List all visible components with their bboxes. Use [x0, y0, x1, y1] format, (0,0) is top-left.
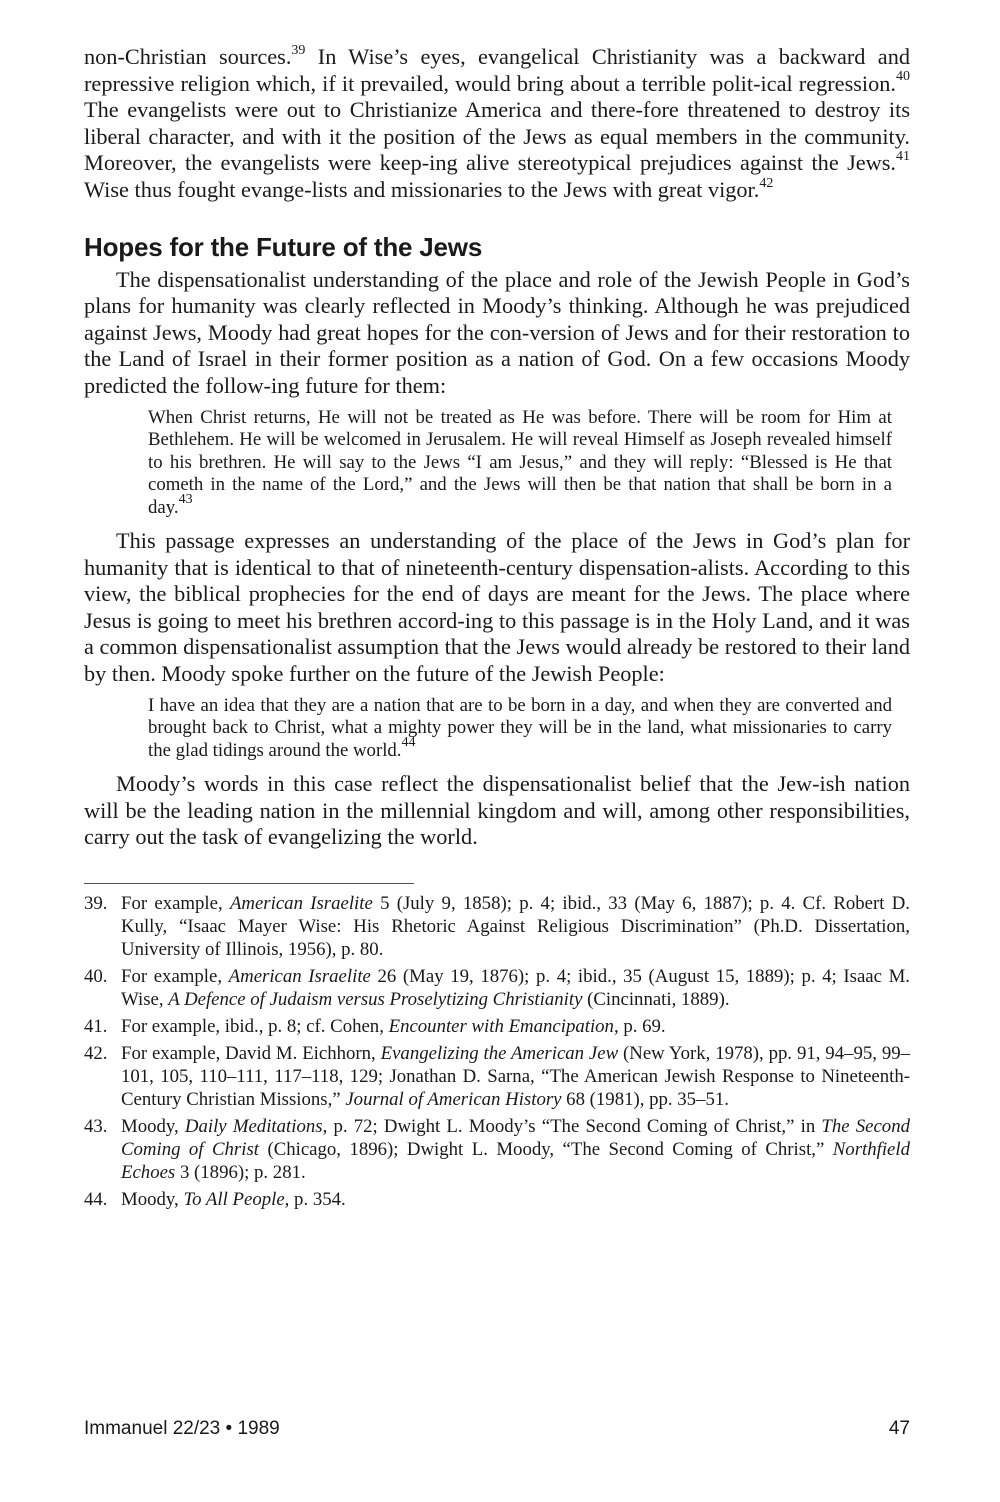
footnote-item	[84, 1115, 910, 1184]
footnote-ref-43[interactable]: 43	[178, 492, 193, 508]
page-number: 47	[888, 1418, 910, 1439]
footnote-number: 44.	[84, 1188, 108, 1210]
citation-title: The Second Coming of Christ	[121, 1115, 910, 1160]
citation-title: Journal of American History	[345, 1088, 562, 1110]
footnote-text: For example, David M. Eichhorn, Evangelizing the American Jew (New York, 1978), pp. 91, 94–95, 99–101, 105, 110–111, 117–118, 129; Jonathan D. Sarna, “The American Jewish Response to Nineteenth-Century Christian Missions,” Journal of American History 68 (1981), pp. 35–51.	[121, 1042, 910, 1110]
body-paragraph-3: This passage expresses an understanding of the place of the Jews in God’s plan for humanity that is identical to that of nineteenth-century dispensation-alists. According to this view, the biblical prophecies for the end of days are meant for the Jews. The place where Jesus is going to meet his brethren accord-ing to this passage is in the Holy Land, and it was a common dispensationalist assumption that the Jews would already be restored to their land by then. Moody spoke further on the future of the Jewish People:	[84, 528, 910, 686]
body-paragraph-4: Moody’s words in this case reflect the dispensationalist belief that the Jew-ish nation will be the leading nation in the millennial kingdom and will, among other responsibilities, carry out the task of evangelizing the world.	[84, 771, 910, 850]
document-page	[84, 44, 910, 1215]
footnote-ref-41[interactable]: 41	[896, 148, 910, 164]
citation-title: American Israelite	[228, 965, 371, 987]
footnote-number: 40.	[84, 965, 108, 987]
body-paragraph-2: The dispensationalist understanding of the place and role of the Jewish People in God’s plans for humanity was clearly reflected in Moody’s thinking. Although he was prejudiced against Jews, Moody had great hopes for the con-version of Jews and for their restoration to the Land of Israel in their former position as a nation of God. On a few occasions Moody predicted the follow-ing future for them:	[84, 266, 910, 398]
footnote-item	[84, 1188, 910, 1211]
citation-title: Daily Meditations	[184, 1115, 323, 1137]
footnote-number: 42.	[84, 1042, 108, 1064]
footnote-item	[84, 965, 910, 1011]
footnote-text: For example, American Israelite 26 (May 19, 1876); p. 4; ibid., 35 (August 15, 1889); p. 4; Isaac M. Wise, A Defence of Judaism versus Proselytizing Christianity (Cincinnati, 1889).	[121, 965, 910, 1010]
footnote-item	[84, 1042, 910, 1111]
citation-title: To All People	[183, 1188, 285, 1210]
footnote-item	[84, 892, 910, 961]
footnote-ref-44[interactable]: 44	[401, 735, 416, 751]
footnote-number: 39.	[84, 892, 108, 914]
footnote-item	[84, 1015, 910, 1038]
body-paragraph-1: non-Christian sources.$^{39}$ In Wise’s eyes, evangelical Christianity was a backward and repressive religion which, if it prevailed, would bring about a terrible polit-ical regression.$^{40}$ The evangelists were out to Christianize America and there-fore threatened to destroy its liberal character, and with it the position of the Jews as equal members in the community. Moreover, the evangelists were keep-ing alive stereotypical prejudices against the Jews.$^{41}$ Wise thus fought evange-lists and missionaries to the Jews with great vigor.$^{42}$	[84, 42, 910, 202]
block-quote-2: I have an idea that they are a nation that are to be born in a day, and when they are converted and brought back to Christ, what a mighty power they will be in the land, what missionaries to carry the glad tidings around the world.$^{44}$	[148, 694, 892, 761]
journal-citation: Immanuel 22/23 • 1989	[84, 1418, 280, 1439]
citation-title: Encounter with Emancipation	[388, 1015, 614, 1037]
citation-title: A Defence of Judaism versus Proselytizing Christianity	[168, 988, 583, 1010]
footnote-text: Moody, Daily Meditations, p. 72; Dwight L. Moody’s “The Second Coming of Christ,” in The Second Coming of Christ (Chicago, 1896); Dwight L. Moody, “The Second Coming of Christ,” Northfield Echoes 3 (1896); p. 281.	[121, 1115, 910, 1183]
citation-title: Northfield Echoes	[121, 1138, 910, 1183]
footnote-ref-42[interactable]: 42	[759, 175, 774, 191]
footnotes-list	[84, 892, 910, 1211]
section-heading: Hopes for the Future of the Jews	[84, 231, 483, 262]
page-footer	[84, 1418, 910, 1440]
footnote-text: For example, ibid., p. 8; cf. Cohen, Encounter with Emancipation, p. 69.	[121, 1015, 666, 1037]
footnote-ref-40[interactable]: 40	[896, 69, 910, 85]
block-quote-1: When Christ returns, He will not be treated as He was before. There will be room for Him at Bethlehem. He will be welcomed in Jerusalem. He will reveal Himself as Joseph revealed himself to his brethren. He will say to the Jews “I am Jesus,” and they will reply: “Blessed is He that cometh in the name of the Lord,” and the Jews will then be that nation that shall be born in a day.$^{43}$	[148, 406, 892, 518]
footnote-number: 43.	[84, 1115, 108, 1137]
footnote-ref-39[interactable]: 39	[291, 42, 306, 58]
footnote-text: Moody, To All People, p. 354.	[121, 1188, 346, 1210]
citation-title: Evangelizing the American Jew	[380, 1042, 619, 1064]
footnote-divider	[84, 883, 414, 884]
footnote-text: For example, American Israelite 5 (July 9, 1858); p. 4; ibid., 33 (May 6, 1887); p. 4. Cf. Robert D. Kully, “Isaac Mayer Wise: His Rhetoric Against Religious Discrimination” (Ph.D. Dissertation, University of Illinois, 1956), p. 80.	[121, 892, 910, 960]
footnote-number: 41.	[84, 1015, 108, 1037]
citation-title: American Israelite	[229, 892, 373, 914]
